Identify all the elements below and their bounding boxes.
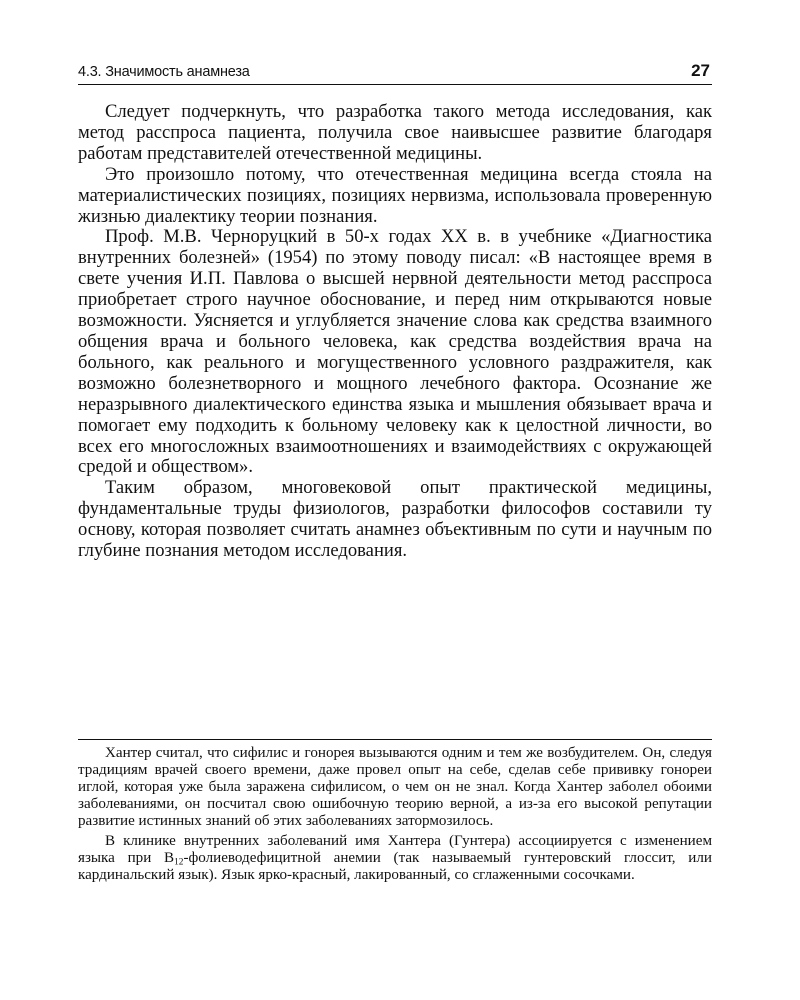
paragraph: Это произошло потому, что отечественная медицина всегда стояла на материалистических позициях, позициях нервизма, использовала проверенную жизнью диалектику теории познания. <box>78 163 712 227</box>
paragraph: Проф. М.В. Черноруцкий в 50-х годах XX в. в учебнике «Диагностика внутренних болезней» (1954) по этому поводу писал: «В настоящее время в свете учения И.П. Павлова о высшей нервной деятельности метод расспроса приобретает строго научное обоснование, и перед ним открываются новые возможности. Уясняется и углубляется значение слова как средства взаимного общения врача и больного человека, как средства воздействия врача на больного, как реального и могущественного условного раздражителя, как возможно болезнетворного и мощного лечебного фактора. Осознание же неразрывного диалектического единства языка и мышления обязывает врача и помогает ему подходить к больному человеку как к целостной личности, во всех его многосложных взаимоотношениях и взаимодействиях с окружающей средой и обществом». <box>78 226 712 478</box>
page-number: 27 <box>691 61 710 80</box>
running-header <box>78 60 712 85</box>
footnote: Хантер считал, что сифилис и гонорея вызываются одним и тем же возбудителем. Он, следуя традициям врачей своего времени, даже провел опыт на себе, сделав себе прививку гонореи иглой, которая уже была заражена сифилисом, о чем он не знал. Когда Хантер заболел обоими заболеваниями, он посчитал свою ошибочную теорию верной, а из-за его высокой репутации развитие истинных знаний об этих заболеваниях затормозилось. <box>78 745 712 829</box>
footnote <box>78 833 712 884</box>
footnote-text-end: -фолиеводефицитной анемии (так называемый гунтеровский глоссит, или кардинальский язык). Язык ярко-красный, лакированный, со сглаженными сосочками. <box>78 849 712 883</box>
section-title: 4.3. Значимость анамнеза <box>78 64 250 80</box>
footnotes <box>78 745 712 884</box>
paragraph: Следует подчеркнуть, что разработка такого метода исследования, как метод расспроса пациента, получила свое наивысшее развитие благодаря работам представителей отечественной медицины. <box>78 101 712 164</box>
main-text <box>78 102 712 562</box>
paragraph: Таким образом, многовековой опыт практической медицины, фундаментальные труды физиологов, разработки философов составили ту основу, которая позволяет считать анамнез объективным по сути и научным по глубине познания методом исследования. <box>78 477 712 562</box>
footnote-divider <box>78 739 712 740</box>
footnote-text-start: В клинике внутренних заболеваний имя Хантера (Гунтера) ассоциируется с изменением языка при B <box>78 832 712 866</box>
vitamin-subscript: 12 <box>174 857 184 868</box>
